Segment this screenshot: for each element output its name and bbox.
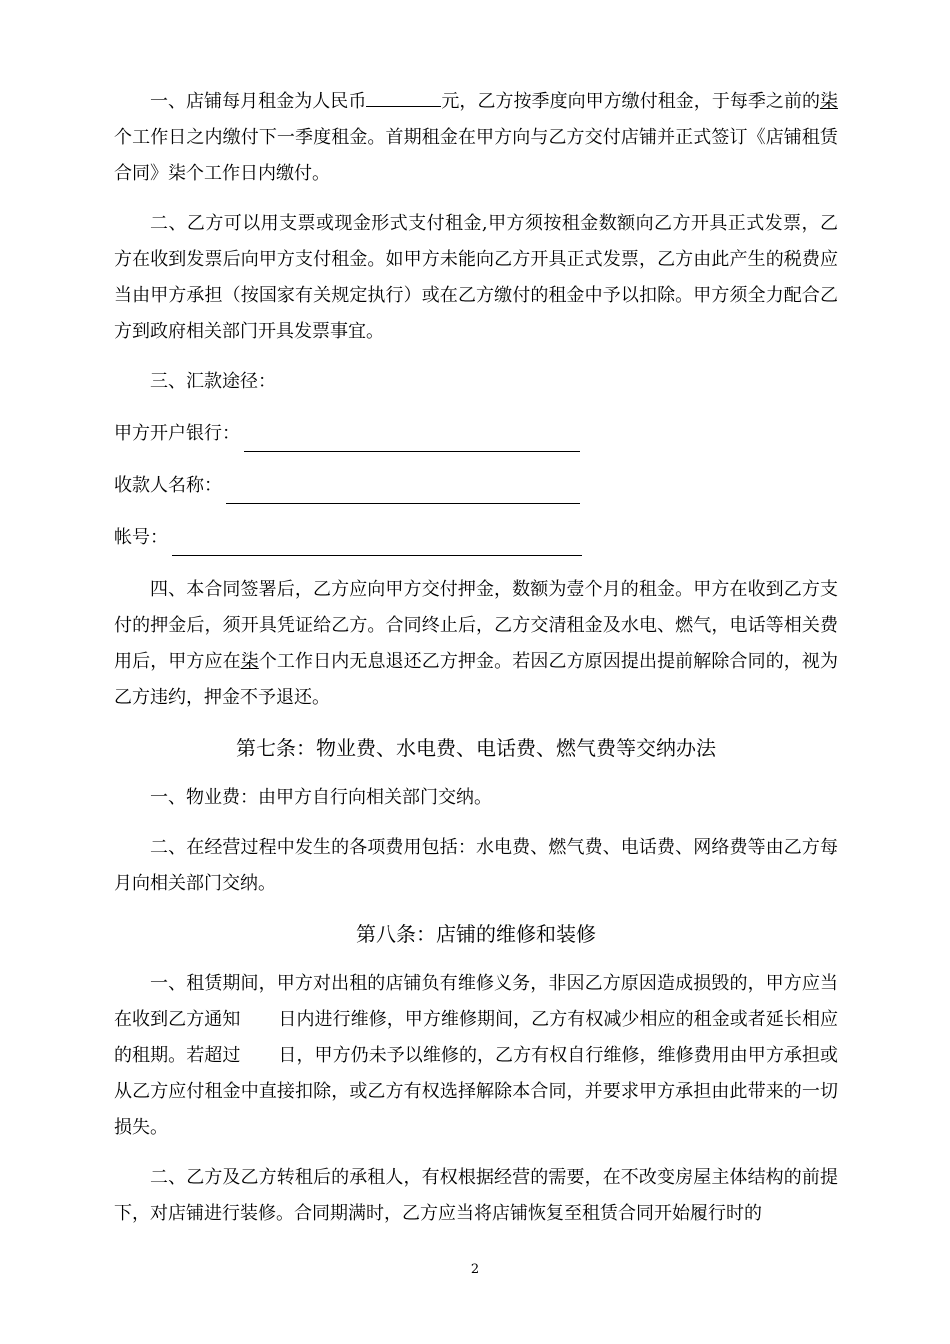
maintenance-text-end: 日，甲方仍未予以维修的，乙方有权自行维修，维修费用由甲方承担或从乙方应付租金中直接扣除，或乙方有权选择解除本合同，并要求甲方承担由此带来的一切损失。: [114, 1045, 839, 1138]
rent-days-underlined: 柒: [820, 91, 839, 112]
paragraph-rent-amount: [114, 84, 838, 192]
field-payee-row: [114, 468, 838, 504]
paragraph-deposit: [114, 572, 838, 716]
field-payee-label: 收款人名称：: [114, 475, 222, 496]
field-bank-row: [114, 416, 838, 452]
heading-article-8: 第八条：店铺的维修和装修: [356, 922, 596, 946]
paragraph-operating-fees: 二、在经营过程中发生的各项费用包括：水电费、燃气费、电话费、网络费等由乙方每月向相关部门交纳。: [114, 837, 838, 894]
heading-article-7: 第七条：物业费、水电费、电话费、燃气费等交纳办法: [236, 736, 716, 760]
field-account-line: [172, 529, 582, 556]
field-payee-line: [226, 477, 580, 504]
rent-text-start: 一、店铺每月租金为人民币: [150, 91, 367, 112]
rent-text-end: 个工作日之内缴付下一季度租金。首期租金在甲方向与乙方交付店铺并正式签订《店铺租赁合同》柒个工作日内缴付。: [114, 127, 838, 184]
paragraph-maintenance: [114, 966, 838, 1146]
document-body: [114, 84, 838, 1232]
field-bank-line: [244, 425, 580, 452]
paragraph-property-fee: 一、物业费：由甲方自行向相关部门交纳。: [150, 787, 492, 808]
paragraph-payment-method: 二、乙方可以用支票或现金形式支付租金,甲方须按租金数额向乙方开具正式发票，乙方在收到发票后向甲方支付租金。如甲方未能向乙方开具正式发票，乙方由此产生的税费应当由甲方承担（按国家有关规定执行）或在乙方缴付的租金中予以扣除。甲方须全力配合乙方到政府相关部门开具发票事宜。: [114, 213, 838, 342]
page-number: 2: [470, 1262, 480, 1277]
rent-amount-blank: [366, 84, 441, 107]
maintenance-text-mid: 日内进行维修，甲方维修期间，乙方有权减少相应的租金或者延长相应的租期。若超过: [114, 1009, 839, 1066]
rent-text-mid: 元，乙方按季度向甲方缴付租金，于每季之前的: [441, 91, 821, 112]
paragraph-remittance: 三、汇款途径：: [150, 371, 276, 392]
maintenance-text-start: 一、租赁期间，甲方对出租的店铺负有维修义务，非因乙方原因造成损毁的，甲方应当在收到乙方通知: [114, 973, 838, 1030]
field-account-row: [114, 520, 838, 556]
deposit-text-end: 个工作日内无息退还乙方押金。若因乙方原因提出提前解除合同的，视为乙方违约，押金不予退还。: [114, 651, 839, 708]
field-bank-label: 甲方开户银行：: [114, 423, 240, 444]
field-account-label: 帐号：: [114, 527, 168, 548]
deposit-text-start: 四、本合同签署后，乙方应向甲方交付押金，数额为壹个月的租金。甲方在收到乙方支付的押金后，须开具凭证给乙方。合同终止后，乙方交清租金及水电、燃气，电话等相关费用后，甲方应在: [114, 579, 838, 672]
deposit-days-underlined: 柒: [240, 651, 259, 672]
paragraph-decoration: 二、乙方及乙方转租后的承租人，有权根据经营的需要，在不改变房屋主体结构的前提下，对店铺进行装修。合同期满时，乙方应当将店铺恢复至租赁合同开始履行时的: [114, 1167, 838, 1224]
